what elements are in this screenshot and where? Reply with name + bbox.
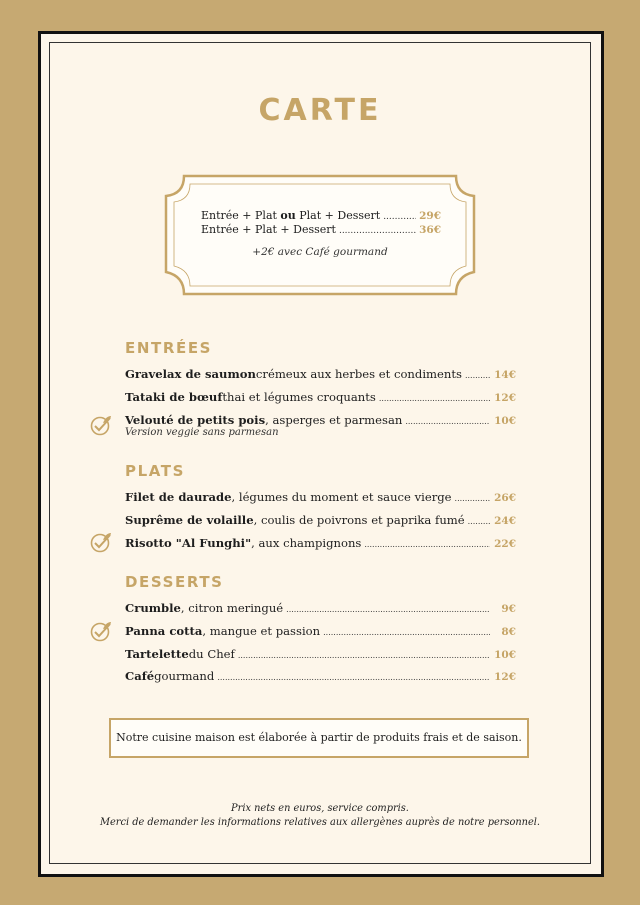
item-price: 22€ (494, 538, 516, 550)
item-name: Café (125, 669, 155, 683)
item-desc: thai et légumes croquants (222, 390, 376, 404)
leader-dots (379, 390, 490, 406)
leader-dots (383, 209, 416, 224)
menu-item (125, 513, 516, 529)
leader-dots (217, 669, 490, 685)
item-note: Version veggie sans parmesan (125, 427, 279, 438)
item-name: Suprême de volaille (125, 513, 254, 527)
section-title-plats: PLATS (125, 462, 186, 480)
item-price: 8€ (501, 626, 516, 638)
item-name: Crumble (125, 601, 181, 615)
menu-item (125, 601, 516, 617)
item-price: 14€ (494, 369, 516, 381)
leader-dots (465, 367, 490, 383)
item-desc: , mangue et passion (202, 624, 321, 638)
item-desc: crémeux aux herbes et condiments (255, 367, 462, 381)
menu-item (125, 367, 516, 383)
formula-price: 29€ (419, 210, 441, 222)
leader-dots (455, 490, 490, 506)
formula-line (201, 209, 441, 224)
section-title-desserts: DESSERTS (125, 573, 224, 591)
item-desc: du Chef (188, 647, 235, 661)
item-name: Panna cotta (125, 624, 203, 638)
leader-dots (364, 536, 490, 552)
veggie-leaf-icon (90, 414, 112, 436)
item-price: 9€ (501, 603, 516, 615)
item-name: Risotto "Al Funghi" (125, 536, 252, 550)
menu-item (125, 647, 516, 663)
leader-dots (339, 223, 416, 238)
formula-label: Entrée + Plat ou Plat + Dessert (201, 209, 381, 222)
section-title-entrees: ENTRÉES (125, 339, 213, 357)
item-price: 24€ (494, 515, 516, 527)
footer-line: Prix nets en euros, service compris. (231, 803, 409, 814)
leader-dots (286, 601, 490, 617)
formula-box (164, 174, 476, 296)
item-desc: gourmand (154, 669, 215, 683)
formula-label: Entrée + Plat + Dessert (201, 223, 336, 236)
veggie-leaf-icon (90, 620, 112, 642)
formula-line (201, 223, 441, 238)
page-title: CARTE (258, 93, 382, 128)
info-box: Notre cuisine maison est élaborée à partir de produits frais et de saison. (109, 718, 529, 758)
item-desc: , aux champignons (251, 536, 362, 550)
item-desc: , légumes du moment et sauce vierge (231, 490, 452, 504)
leader-dots (323, 624, 490, 640)
leader-dots (238, 647, 490, 663)
item-price: 12€ (494, 392, 516, 404)
formula-note: +2€ avec Café gourmand (252, 246, 388, 258)
item-name: Tataki de bœuf (125, 390, 223, 404)
item-price: 10€ (494, 415, 516, 427)
item-price: 12€ (494, 671, 516, 683)
item-desc: , coulis de poivrons et paprika fumé (253, 513, 465, 527)
leader-dots (468, 513, 490, 529)
item-desc: , citron meringué (180, 601, 284, 615)
footer-line: Merci de demander les informations relatives aux allergènes auprès de notre personnel. (99, 817, 541, 828)
veggie-leaf-icon (90, 531, 112, 553)
leader-dots (405, 413, 490, 429)
item-price: 10€ (494, 649, 516, 661)
item-name: Gravelax de saumon (125, 367, 256, 381)
menu-item (125, 536, 516, 552)
item-desc: , asperges et parmesan (265, 413, 403, 427)
menu-item (125, 490, 516, 506)
menu-item (125, 624, 516, 640)
item-name: Filet de daurade (125, 490, 232, 504)
item-price: 26€ (494, 492, 516, 504)
formula-price: 36€ (419, 224, 441, 236)
item-name: Velouté de petits pois (125, 413, 266, 427)
item-name: Tartelette (125, 647, 189, 661)
menu-item (125, 669, 516, 685)
menu-item (125, 390, 516, 406)
